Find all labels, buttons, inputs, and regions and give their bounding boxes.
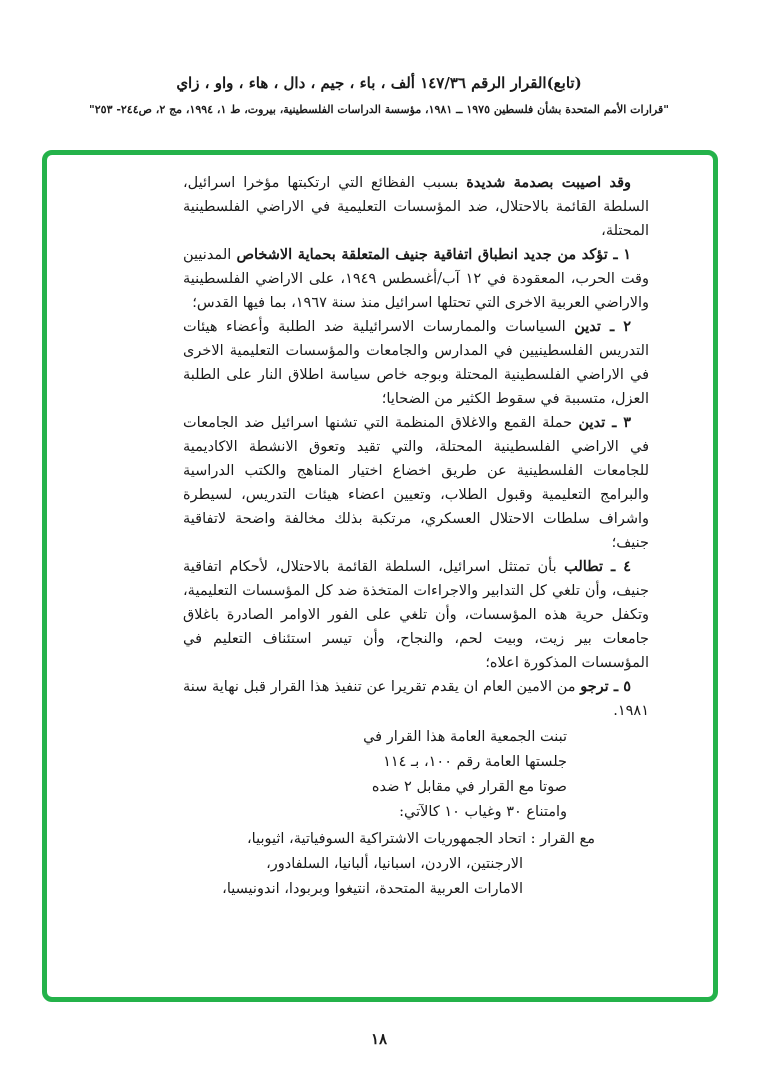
resolution-text — [183, 171, 649, 902]
paragraph-rest: بأن تمتثل اسرائيل، السلطة القائمة بالاحتلال، لأحكام اتفاقية جنيف، وأن تلغي كل التدابير والاجراءات المتخذة ضد كل المؤسسات التعليمية، وتكفل حرية هذه المؤسسات، وأن تلغي على الفور الاوامر الصادرة باغلاق جامعات بير زيت، وبيت لحم، والنجاح، وأن تيسر استئناف التعليم في المؤسسات المذكورة اعلاه؛ — [183, 559, 649, 671]
paragraph-rest: حملة القمع والاغلاق المنظمة التي تشنها اسرائيل ضد الجامعات في الاراضي الفلسطينية المحتلة، والتي تقيد وتعوق الانشطة الاكاديمية للجامعات الفلسطينية عن طريق اخضاع اختيار المناهج والكتب الدراسية والبرامج التعليمية وقبول الطلاب، وتعيين اعضاء هيئات التدريس، لسيطرة واشراف سلطات الاحتلال العسكري، مرتكبة بذلك مخالفة واضحة لاتفاقية جنيف؛ — [183, 415, 649, 551]
clause-1 — [183, 243, 649, 315]
preamble-paragraph — [183, 171, 649, 243]
paragraph-lead: ٣ ـ تدين — [578, 414, 631, 431]
clause-2 — [183, 315, 649, 411]
paragraph-lead: ٢ ـ تدين — [574, 318, 631, 335]
resolution-title: (تابع)القرار الرقم ١٤٧/٣٦ ألف ، باء ، جيم ، دال ، هاء ، واو ، زاي — [176, 74, 582, 92]
paragraph-rest: من الامين العام ان يقدم تقريرا عن تنفيذ هذا القرار قبل نهاية سنة ١٩٨١. — [183, 679, 649, 719]
adoption-note — [183, 725, 649, 825]
vote-list — [183, 827, 649, 902]
clause-5 — [183, 675, 649, 723]
source-citation: "قرارات الأمم المتحدة بشأن فلسطين ١٩٧٥ ــ ١٩٨١، مؤسسة الدراسات الفلسطينية، بيروت، ط ١، ١٩٩٤، مج ٢، ص٢٤٤- ٢٥٣" — [89, 103, 669, 116]
adoption-line: تبنت الجمعية العامة هذا القرار في — [363, 729, 567, 745]
paragraph-rest: السياسات والممارسات الاسرائيلية ضد الطلبة وأعضاء هيئات التدريس الفلسطينيين في المدارس والجامعات والمؤسسات التعليمية الاخرى في الاراضي الفلسطينية المحتلة وبوجه خاص سياسة اطلاق النار على الطلبة العزل، متسببة في سقوط الكثير من الضحايا؛ — [183, 319, 649, 407]
vote-line: الارجنتين، الاردن، اسبانيا، ألبانيا، السلفادور، — [266, 856, 523, 872]
clause-4 — [183, 555, 649, 675]
adoption-line: وامتناع ٣٠ وغياب ١٠ كالآتي: — [399, 804, 567, 820]
paragraph-lead: ٥ ـ ترجو — [580, 678, 631, 695]
document-header — [0, 74, 758, 116]
vote-line: مع القرار : اتحاد الجمهوريات الاشتراكية السوفياتية، اثيوبيا، — [246, 831, 595, 847]
adoption-line: جلستها العامة رقم ١٠٠، بـ ١١٤ — [383, 754, 567, 770]
clause-3 — [183, 411, 649, 555]
vote-line: الامارات العربية المتحدة، انتيغوا وبربودا، اندونيسيا، — [222, 881, 523, 897]
paragraph-lead: ٤ ـ تطالب — [564, 558, 631, 575]
paragraph-rest: بسبب الفظائع التي ارتكبتها مؤخرا اسرائيل، السلطة القائمة بالاحتلال، ضد المؤسسات التعليمية في الاراضي الفلسطينية المحتلة، — [183, 175, 649, 239]
paragraph-rest: المدنيين وقت الحرب، المعقودة في ١٢ آب/أغسطس ١٩٤٩، على الاراضي الفلسطينية والاراضي العربية الاخرى التي تحتلها اسرائيل منذ سنة ١٩٦٧، بما فيها القدس؛ — [183, 247, 649, 311]
paragraph-lead: وقد اصيبت بصدمة شديدة — [466, 174, 631, 191]
paragraph-lead: ١ ـ تؤكد من جديد انطباق اتفاقية جنيف المتعلقة بحماية الاشخاص — [236, 246, 632, 263]
green-frame — [42, 150, 718, 1002]
adoption-line: صوتا مع القرار في مقابل ٢ ضده — [371, 779, 567, 795]
page-number: ١٨ — [370, 1030, 388, 1048]
